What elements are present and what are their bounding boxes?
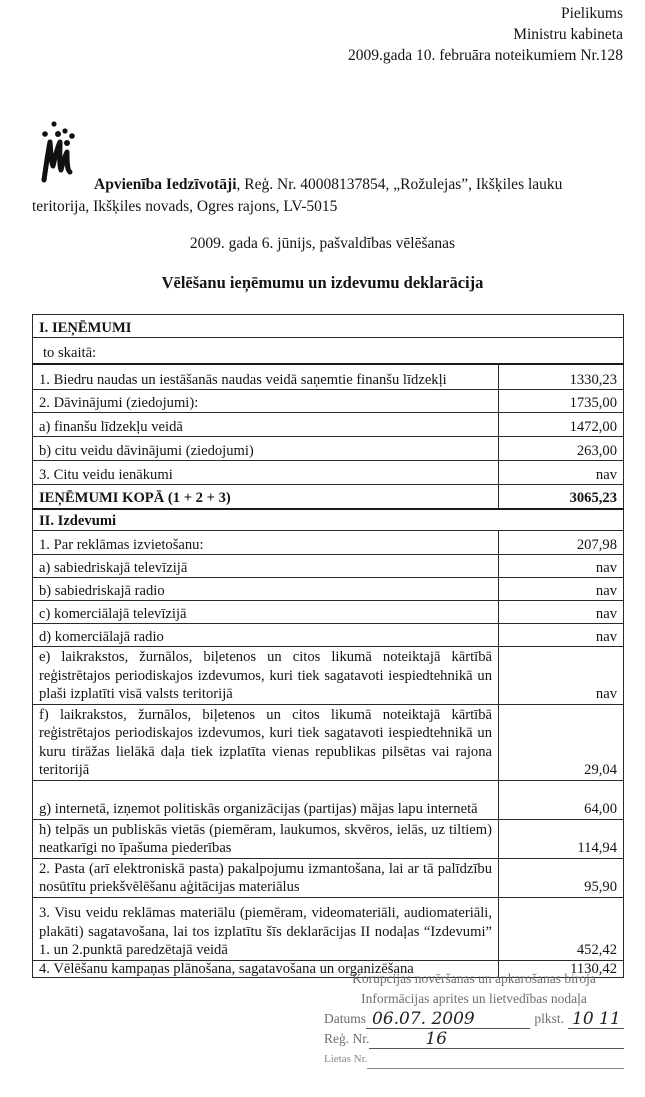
- organization-details: , Reģ. Nr. 40008137854, „Rožulejas”, Ikšķiles lauku: [236, 176, 563, 193]
- table-row: [33, 780, 624, 819]
- row-label: a) sabiedriskajā televīzijā: [33, 555, 499, 578]
- expenses-section-title: II. Izdevumi: [33, 509, 624, 531]
- row-value: 207,98: [499, 531, 624, 555]
- row-value: 29,04: [499, 704, 624, 780]
- document-title: Vēlēšanu ieņēmumu un izdevumu deklarācija: [161, 273, 484, 292]
- table-row: [33, 858, 624, 897]
- registration-stamp: [324, 969, 624, 1069]
- table-row: [33, 647, 624, 705]
- row-label: b) citu veidu dāvinājumi (ziedojumi): [33, 437, 499, 461]
- row-label: a) finanšu līdzekļu veidā: [33, 413, 499, 437]
- row-value: 1735,00: [499, 390, 624, 413]
- table-row: [33, 364, 624, 390]
- stamp-case-label: Lietas Nr.: [324, 1053, 368, 1065]
- row-value: nav: [499, 647, 624, 705]
- table-row: [33, 819, 624, 858]
- income-subheading-row: [33, 338, 624, 364]
- stamp-date-value: 06.07. 2009: [372, 1009, 475, 1029]
- row-value: nav: [499, 461, 624, 485]
- table-row: [33, 897, 624, 960]
- income-total-value: 3065,23: [499, 485, 624, 509]
- row-value: 1330,23: [499, 364, 624, 390]
- stamp-reg-field: [369, 1029, 624, 1049]
- row-label: 3. Visu veidu reklāmas materiālu (piemēram, videomateriāli, audiomateriāli, plakāti) sagatavošana, lai tos izplatītu šīs deklarācijas II nodaļas “Izdevumi” 1. un 2.punktā paredzētajā veidā: [33, 897, 499, 960]
- row-value: 1130,42: [499, 960, 624, 977]
- declaration-table: [32, 314, 624, 978]
- row-label: h) telpās un publiskās vietās (piemēram, laukumos, skvēros, ielās, uz tiltiem) neatkarīgi no īpašuma piederības: [33, 819, 499, 858]
- row-label: f) laikrakstos, žurnālos, biļetenos un citos likumā noteiktajā kārtībā reģistrētajos periodiskajos izdevumos, kuri tiek sagatavoti iespiedtehnikā un kuru tirāžas lielākā daļa tiek izplatīta vienas republikas pilsētas vai rajona teritorijā: [33, 704, 499, 780]
- row-value: 114,94: [499, 819, 624, 858]
- stamp-date-field: [366, 1009, 530, 1029]
- stamp-reg-row: [324, 1029, 624, 1049]
- stamp-case-row: [324, 1049, 624, 1069]
- row-label: g) internetā, izņemot politiskās organizācijas (partijas) mājas lapu internetā: [33, 780, 499, 819]
- organization-name: Apvienība Iedzīvotāji: [94, 176, 237, 193]
- stamp-department-name: Informācijas aprites un lietvedības nodaļa: [361, 991, 587, 1006]
- table-row: [33, 601, 624, 624]
- stamp-time-field: [568, 1009, 624, 1029]
- stamp-bureau-name: Korupcijas novēršanas un apkarošanas biroja: [352, 971, 596, 986]
- stamp-time-value: 10 11: [572, 1009, 621, 1029]
- stamp-time-label: plkst.: [534, 1011, 564, 1026]
- stamp-date-row: [324, 1009, 624, 1029]
- row-label: b) sabiedriskajā radio: [33, 578, 499, 601]
- row-label: e) laikrakstos, žurnālos, biļetenos un citos likumā noteiktajā kārtībā reģistrētajos periodiskajos izdevumos, kuri tiek sagatavoti iespiedtehnikā un plaši izplatīti visā valsts teritorijā: [33, 647, 499, 705]
- table-row: [33, 531, 624, 555]
- income-section-title: I. IEŅĒMUMI: [33, 315, 624, 338]
- header-regulation-ref: 2009.gada 10. februāra noteikumiem Nr.128: [347, 47, 623, 64]
- row-value: 263,00: [499, 437, 624, 461]
- income-section-header-row: [33, 315, 624, 338]
- stamp-reg-label: Reģ. Nr.: [324, 1031, 370, 1046]
- table-row: [33, 390, 624, 413]
- row-label: 1. Biedru naudas un iestāšanās naudas veidā saņemtie finanšu līdzekļi: [33, 364, 499, 390]
- table-row: [33, 413, 624, 437]
- expenses-section-header-row: [33, 509, 624, 531]
- table-row: [33, 437, 624, 461]
- header-appendix-label: Pielikums: [560, 5, 623, 22]
- income-total-label: IEŅĒMUMI KOPĀ (1 + 2 + 3): [33, 485, 499, 509]
- income-total-row: [33, 485, 624, 509]
- row-value: 452,42: [499, 897, 624, 960]
- row-value: nav: [499, 624, 624, 647]
- organization-line-1: [94, 176, 562, 194]
- income-subheading: to skaitā:: [33, 338, 624, 364]
- row-value: nav: [499, 555, 624, 578]
- row-value: nav: [499, 578, 624, 601]
- election-subtitle: 2009. gada 6. jūnijs, pašvaldības vēlēšanas: [189, 235, 456, 252]
- table-row: [33, 555, 624, 578]
- row-label: 1. Par reklāmas izvietošanu:: [33, 531, 499, 555]
- stamp-date-label: Datums: [324, 1011, 366, 1026]
- organization-logo-icon: [36, 118, 100, 192]
- row-value: nav: [499, 601, 624, 624]
- stamp-case-field: [367, 1054, 624, 1069]
- table-row: [33, 624, 624, 647]
- stamp-reg-value: 16: [425, 1029, 448, 1049]
- row-label: 3. Citu veidu ienākumi: [33, 461, 499, 485]
- row-value: 1472,00: [499, 413, 624, 437]
- row-value: 64,00: [499, 780, 624, 819]
- row-label: d) komerciālajā radio: [33, 624, 499, 647]
- row-label: c) komerciālajā televīzijā: [33, 601, 499, 624]
- organization-address: teritorija, Ikšķiles novads, Ogres rajons, LV-5015: [32, 198, 338, 215]
- header-cabinet-label: Ministru kabineta: [513, 26, 623, 43]
- table-row: [33, 704, 624, 780]
- row-value: 95,90: [499, 858, 624, 897]
- row-label: 2. Dāvinājumi (ziedojumi):: [33, 390, 499, 413]
- row-label: 2. Pasta (arī elektroniskā pasta) pakalpojumu izmantošana, lai ar tā palīdzību nosūtītu priekšvēlēšanu aģitācijas materiālus: [33, 858, 499, 897]
- row-label: 4. Vēlēšanu kampaņas plānošana, sagatavošana un organizēšana: [33, 960, 499, 977]
- table-row: [33, 461, 624, 485]
- table-row: [33, 578, 624, 601]
